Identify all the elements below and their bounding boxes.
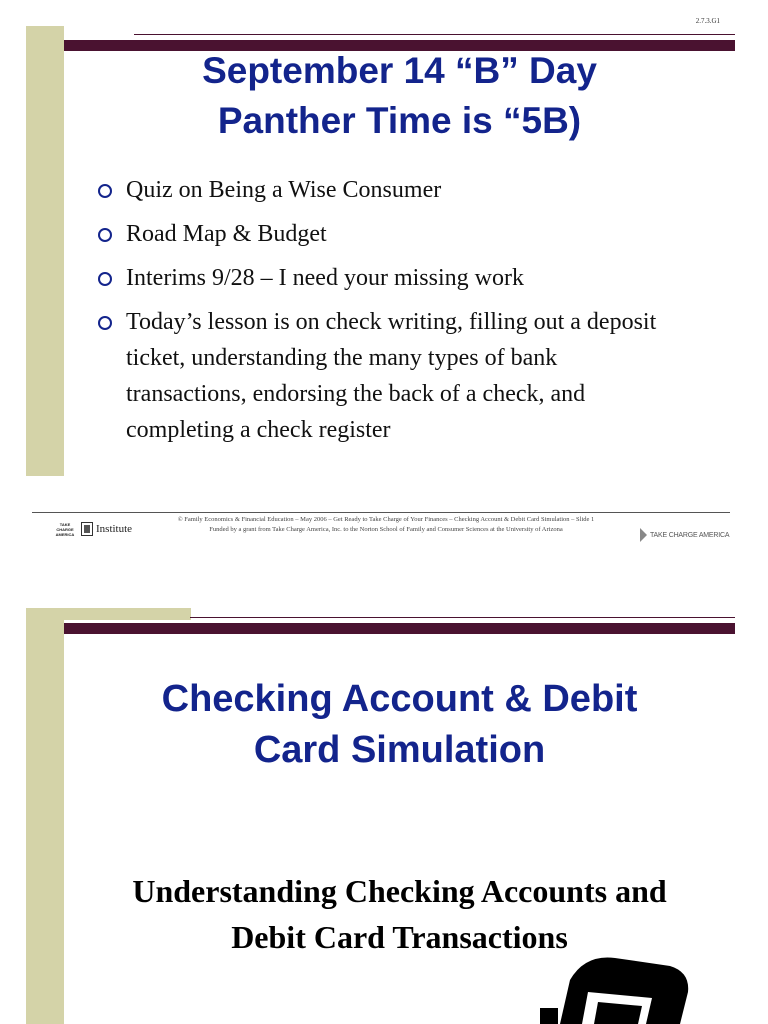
bullet-text: Today’s lesson is on check writing, filling out a deposit ticket, understanding the many types of bank transactions, endorsing the back of a check, and completing a check register [126, 309, 657, 443]
slide-footer-text [134, 515, 638, 535]
slide-title-line-2: Card Simulation [253, 729, 546, 771]
slide-header-bar [64, 623, 735, 634]
take-charge-america-logo [640, 527, 738, 543]
computer-clipart-icon [540, 952, 700, 1024]
ring-bullet-icon [98, 272, 112, 286]
slide-left-accent-bar [26, 608, 64, 1024]
bullet-item [98, 216, 678, 252]
bullet-text: Interims 9/28 – I need your missing work [126, 265, 524, 291]
slide-title-line-1: September 14 “B” Day [202, 50, 597, 91]
footer-funding: Funded by a grant from Take Charge America, Inc. to the Norton School of Family and Consumer Sciences at the University of Arizona [209, 526, 563, 533]
page-code: 2.7.3.G1 [695, 17, 720, 25]
bullet-item [98, 172, 678, 208]
institute-logo-word: Institute [96, 523, 133, 535]
ring-bullet-icon [98, 228, 112, 242]
footer-copyright: © Family Economics & Financial Education – May 2006 – Get Ready to Take Charge of Your Finances – Checking Account & Debit Card Simulation – Slide 1 [177, 516, 595, 523]
slide-top-thin-line [134, 34, 735, 35]
footer-divider [32, 512, 730, 513]
take-charge-arrow-icon [640, 528, 647, 542]
slide-subtitle-line-1: Understanding Checking Accounts and [132, 873, 667, 909]
slide-left-accent-bar [26, 26, 64, 476]
institute-logo [52, 518, 134, 540]
slide-subtitle [64, 868, 735, 960]
bullet-item [98, 304, 678, 448]
take-charge-logo-text: TAKE CHARGE AMERICA [650, 531, 730, 539]
institute-logo-small-text: TAKE CHARGE AMERICA [55, 521, 75, 537]
slide-title-line-2: Panther Time is “5B) [217, 100, 582, 141]
ring-bullet-icon [98, 184, 112, 198]
institute-logo-icon [81, 522, 93, 536]
bullet-list [98, 172, 678, 456]
bullet-item [98, 260, 678, 296]
bullet-text: Road Map & Budget [126, 221, 327, 247]
slide-subtitle-line-2: Debit Card Transactions [231, 919, 568, 955]
slide-title-line-1: Checking Account & Debit [161, 678, 638, 720]
slide-top-thin-line [190, 617, 735, 618]
ring-bullet-icon [98, 316, 112, 330]
bullet-text: Quiz on Being a Wise Consumer [126, 177, 442, 203]
slide-title [64, 46, 735, 146]
slide-2 [0, 560, 768, 1024]
slide-title [64, 674, 735, 776]
